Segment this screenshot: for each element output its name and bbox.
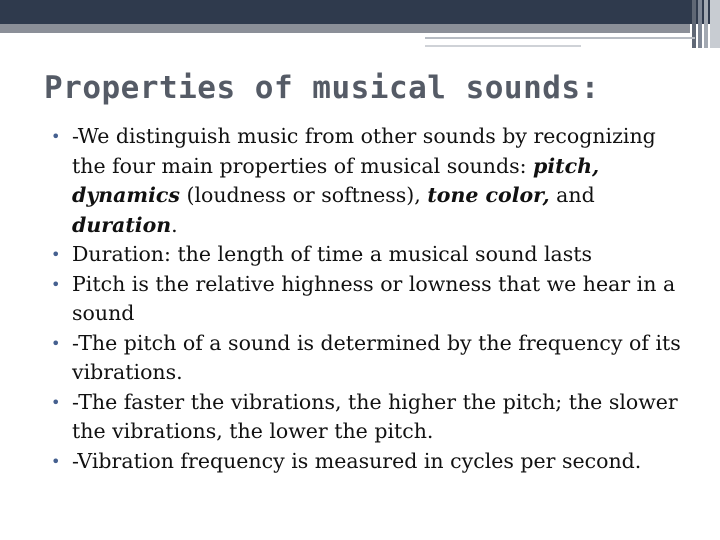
bullet-text: is the relative highness or lowness that we hear in a sound (72, 271, 676, 325)
bullet-text: pitch (123, 330, 177, 355)
slide-title: Properties of musical sounds: (44, 70, 600, 106)
bullet-item (48, 447, 688, 477)
bullet-item (48, 122, 688, 240)
bullet-text: . (171, 212, 178, 237)
bullet-dot-icon: • (51, 274, 61, 294)
bullet-text: and (549, 183, 595, 207)
bullet-text: -The faster the vibrations, the higher the pitch; the slower the vibrations, the lower the pitch. (72, 389, 678, 443)
bullet-text: (loudness or softness), (179, 183, 428, 207)
bullet-dot-icon: • (51, 127, 61, 146)
bullet-text: pitch, dynamics (72, 153, 600, 207)
bullet-text: duration (72, 212, 172, 237)
bullet-text: of a sound is determined by the frequency of its vibrations. (72, 330, 681, 384)
bullet-dot-icon: • (51, 333, 61, 353)
bullet-text: -The (72, 330, 124, 355)
bullet-dot-icon: • (51, 392, 61, 412)
header-bar-light (0, 24, 690, 33)
bullet-item (48, 388, 688, 447)
header-bar-dark (0, 0, 720, 24)
bullet-item (48, 240, 688, 270)
header-stripe (710, 0, 720, 48)
bullet-item (48, 270, 688, 329)
bullet-dot-icon: • (51, 245, 61, 264)
header-stripe (704, 0, 708, 48)
header-stripe (692, 0, 696, 48)
bullet-text: Duration: (72, 242, 171, 266)
header-accent-line (425, 37, 695, 39)
bullet-text: -We distinguish music from other sounds by recognizing the four main properties of musical sounds: (72, 124, 656, 178)
bullet-text: tone color, (427, 183, 550, 207)
bullet-text: -Vibration frequency is measured in cycles per second. (72, 448, 642, 473)
bullet-text: Pitch (72, 271, 126, 296)
header-accent-line (425, 45, 581, 47)
bullet-item (48, 329, 688, 388)
bullet-text: the length of time a musical sound lasts (170, 242, 593, 266)
header-stripe (698, 0, 702, 48)
bullet-list (48, 122, 688, 476)
bullet-dot-icon: • (51, 451, 61, 471)
